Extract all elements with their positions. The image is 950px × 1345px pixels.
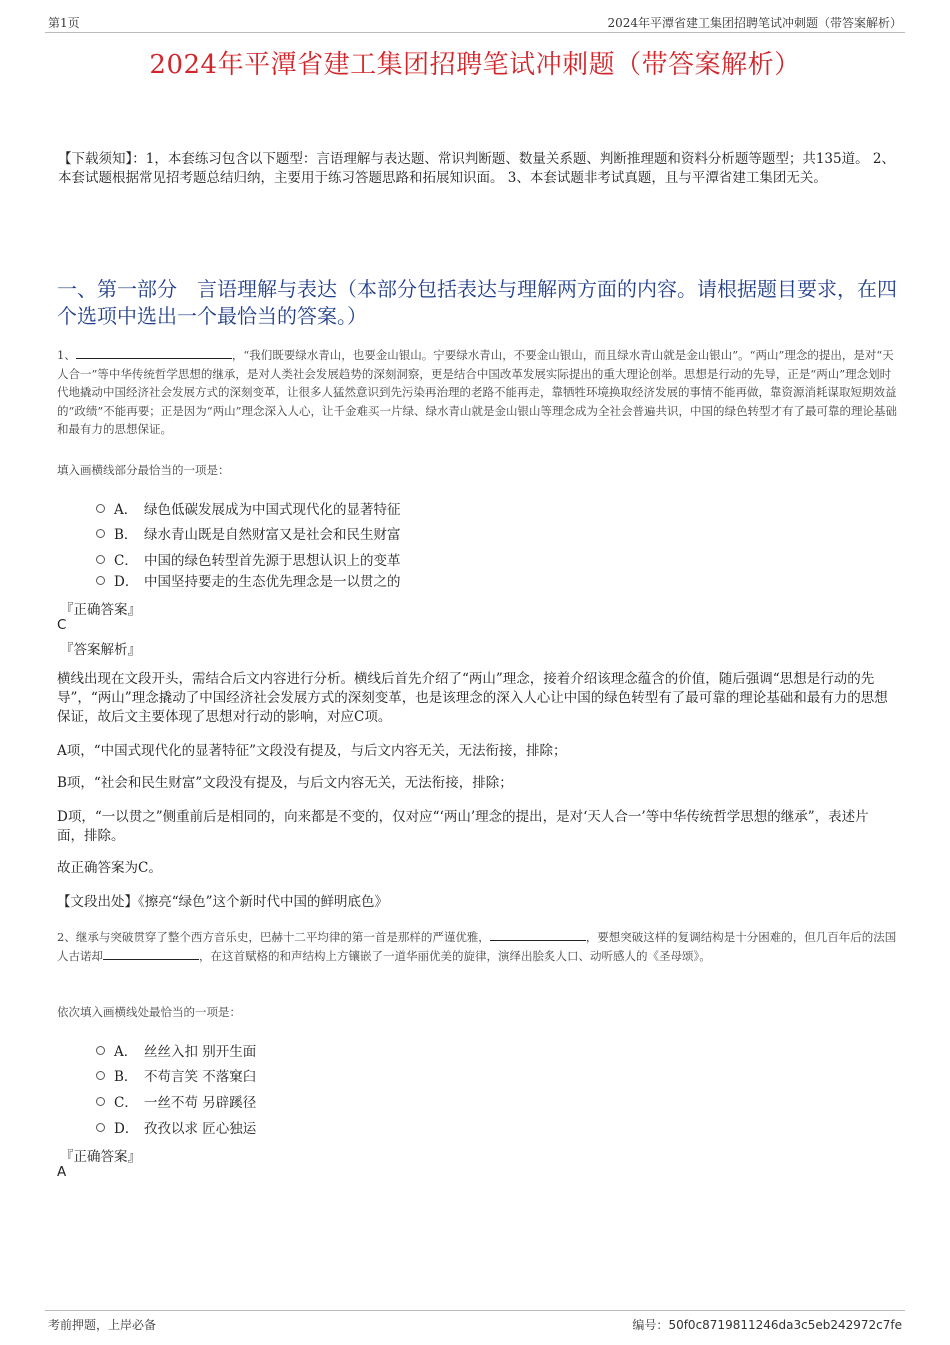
answer-blank — [76, 346, 232, 359]
radio-icon[interactable] — [96, 1046, 105, 1055]
option-letter: A． — [114, 1044, 138, 1060]
question-1-option-d[interactable] — [96, 570, 401, 590]
option-letter: C． — [114, 1095, 138, 1111]
option-text: 中国的绿色转型首先源于思想认识上的变革 — [144, 553, 401, 569]
answer-blank — [490, 928, 586, 941]
question-2-option-b[interactable] — [96, 1065, 256, 1085]
analysis-paragraph: B项，“社会和民生财富”文段没有提及，与后文内容无关，无法衔接，排除； — [57, 775, 513, 791]
analysis-paragraph: 横线出现在文段开头，需结合后文内容进行分析。横线后首先介绍了“两山”理念，接着介绍该理念蕴含的价值，随后强调“思想是行动的先导”，“两山”理念撬动了中国经济社会发展方式的深刻变革，也是该理念的深入人心让中国的绿色转型有了最可靠的理论基础和最有力的思想保证，故后文主要体现了思想对行动的影响，对应C项。 — [57, 671, 888, 725]
question-2-text-part: ，在这首赋格的和声结构上方镶嵌了一道华丽优美的旋律，演绎出脍炙人口、动听感人的《圣母颂》。 — [199, 948, 711, 963]
download-notice: 【下载须知】：1，本套练习包含以下题型：言语理解与表达题、常识判断题、数量关系题、判断推理题和资料分析题等题型；共135道。 2、本套试题根据常见招考题总结归纳，主要用于练习答题思路和拓展知识面。 3、本套试题非考试真题，且与平潭省建工集团无关。 — [58, 151, 895, 186]
question-2-text-part: ，要想突破这样的复调结构是十分困难的，但几百年后的法国人古诺却 — [57, 930, 897, 963]
option-text: 中国坚持要走的生态优先理念是一以贯之的 — [144, 574, 401, 590]
question-2-option-c[interactable] — [96, 1091, 256, 1111]
header-doc-title: 2024年平潭省建工集团招聘笔试冲刺题（带答案解析） — [607, 16, 902, 30]
question-1-option-a[interactable] — [96, 498, 401, 518]
radio-icon[interactable] — [96, 555, 105, 564]
correct-answer-label: 『正确答案』 — [60, 1149, 141, 1165]
page-title: 2024年平潭省建工集团招聘笔试冲刺题（带答案解析） — [149, 50, 801, 80]
radio-icon[interactable] — [96, 576, 105, 585]
correct-answer-label: 『正确答案』 — [60, 602, 141, 618]
source-citation: 【文段出处】《擦亮“绿色”这个新时代中国的鲜明底色》 — [57, 894, 389, 910]
analysis-paragraph: D项，“一以贯之”侧重前后是相同的，向来都是不变的，仅对应“‘两山’理念的提出，是对‘天人合一’等中华传统哲学思想的继承”，表述片面，排除。 — [57, 809, 869, 844]
option-text: 不苟言笑 不落窠臼 — [144, 1069, 257, 1085]
footer-slogan: 考前押题，上岸必备 — [48, 1318, 157, 1332]
correct-answer-value: C — [57, 617, 67, 633]
option-letter: A． — [114, 502, 138, 518]
radio-icon[interactable] — [96, 504, 105, 513]
question-2-option-a[interactable] — [96, 1040, 256, 1060]
option-letter: B． — [114, 527, 138, 543]
analysis-label: 『答案解析』 — [60, 642, 141, 658]
option-text: 绿色低碳发展成为中国式现代化的显著特征 — [144, 502, 401, 518]
question-2-text-part: 2、继承与突破贯穿了整个西方音乐史，巴赫十二平均律的第一首是那样的严谨优雅， — [57, 930, 490, 944]
answer-blank — [103, 947, 199, 960]
option-letter: C． — [114, 553, 138, 569]
footer-code — [632, 1316, 902, 1333]
radio-icon[interactable] — [96, 529, 105, 538]
question-1-number: 1、 — [57, 348, 76, 362]
option-letter: D． — [114, 574, 139, 590]
option-text: 孜孜以求 匠心独运 — [144, 1121, 257, 1137]
radio-icon[interactable] — [96, 1123, 105, 1132]
option-text: 一丝不苟 另辟蹊径 — [144, 1095, 257, 1111]
option-letter: B． — [114, 1069, 138, 1085]
question-1-stem — [57, 346, 897, 439]
page-number: 第1页 — [48, 16, 80, 30]
radio-icon[interactable] — [96, 1097, 105, 1106]
analysis-paragraph: A项，“中国式现代化的显著特征”文段没有提及，与后文内容无关，无法衔接，排除； — [57, 743, 567, 759]
analysis-paragraph: 故正确答案为C。 — [57, 860, 162, 876]
footer-code-label: 编号： — [632, 1318, 669, 1332]
question-1-option-b[interactable] — [96, 523, 401, 543]
correct-answer-value: A — [57, 1164, 67, 1180]
footer-divider — [45, 1310, 905, 1311]
header-divider — [45, 32, 905, 33]
footer-code-value: 50f0c8719811246da3c5eb242972c7fe — [668, 1318, 902, 1332]
option-text: 绿水青山既是自然财富又是社会和民生财富 — [144, 527, 401, 543]
question-1-option-c[interactable] — [96, 549, 401, 569]
option-text: 丝丝入扣 别开生面 — [144, 1044, 257, 1060]
question-2-option-d[interactable] — [96, 1117, 256, 1137]
radio-icon[interactable] — [96, 1071, 105, 1080]
section-heading: 一、第一部分 言语理解与表达（本部分包括表达与理解两方面的内容。请根据题目要求，在四个选项中选出一个最恰当的答案。） — [57, 277, 897, 328]
question-2-prompt: 依次填入画横线处最恰当的一项是： — [57, 1005, 241, 1019]
question-1-prompt: 填入画横线部分最恰当的一项是： — [57, 463, 230, 477]
question-2-stem — [57, 928, 897, 965]
question-1-text: ，“我们既要绿水青山，也要金山银山。宁要绿水青山，不要金山银山，而且绿水青山就是金山银山”。“两山”理念的提出，是对“天人合一”等中华传统哲学思想的继承，是对人类社会发展趋势的深刻洞察，更是结合中国改革发展实际提出的重大理论创举。思想是行动的先导，正是“两山”理念划时代地撬动中国经济社会发展方式的深刻变革，让很多人猛然意识到先污染再治理的老路不能再走，靠牺牲环境换取经济发展的事情不能再做，靠资源消耗谋取短期效益的“政绩”不能再要；正是因为“两山”理念深入人心，让千金难买一片绿、绿水青山就是金山银山等理念成为全社会普遍共识，中国的绿色转型才有了最可靠的理论基础和最有力的思想保证。 — [57, 348, 898, 436]
option-letter: D． — [114, 1121, 139, 1137]
